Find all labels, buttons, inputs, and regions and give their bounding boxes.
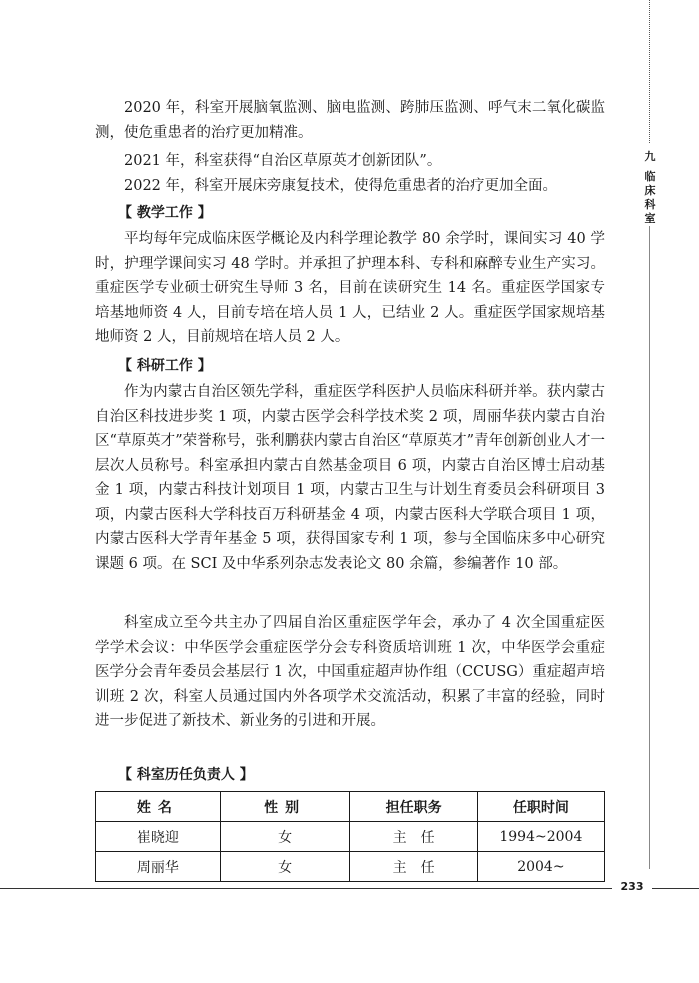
margin-dotted-rule [649,0,650,143]
table-row [96,822,605,852]
cell-gender: 女 [220,822,350,852]
header-name: 姓名 [96,792,221,822]
table-header-row [96,792,605,822]
leaders-table [95,791,605,882]
paragraph-2022: 2022 年，科室开展床旁康复技术，使得危重患者的治疗更加全面。 [124,178,558,194]
header-gender: 性别 [220,792,350,822]
leaders-heading: 【 科室历任负责人 】 [118,767,254,783]
cell-name: 周丽华 [96,852,221,882]
cell-term: 1994~2004 [477,822,604,852]
paragraph-2021: 2021 年，科室获得“自治区草原英才创新团队”。 [124,153,442,169]
cell-gender: 女 [220,852,350,882]
table-row [96,852,605,882]
header-term: 任职时间 [477,792,604,822]
header-position: 担任职务 [350,792,477,822]
cell-position: 主 任 [350,852,477,882]
chapter-number: 九 [644,150,656,163]
research-paragraph-1: 作为内蒙古自治区领先学科，重症医学科医护人员临床科研并举。获内蒙古自治区科技进步奖 1 项，内蒙古医学会科学技术奖 2 项，周丽华获内蒙古自治区“草原英才”荣誉称号，张利鹏获内蒙古自治区“草原英才”青年创新创业人才一层次人员称号。科室承担内蒙古自然基金项目 6 项，内蒙古自治区博士启动基金 1 项，内蒙古科技计划项目 1 项，内蒙古卫生与计划生育委员会科研项目 3 项，内蒙古医科大学科技百万科研基金 4 项，内蒙古医科大学联合项目 1 项，内蒙古医科大学青年基金 5 项，获得国家专利 1 项，参与全国临床多中心研究课题 6 项。在 SCI 及中华系列杂志发表论文 80 余篇，参编著作 10 部。 [95,384,605,572]
footer-rule [0,888,699,889]
chapter-title: 临床科室 [644,170,656,225]
paragraph-2020: 2020 年，科室开展脑氧监测、脑电监测、跨肺压监测、呼气末二氧化碳监测，使危重患者的治疗更加精准。 [95,100,605,141]
research-heading: 【 科研工作 】 [118,358,212,374]
page-number: 233 [612,876,652,898]
margin-rule [649,226,650,869]
teaching-paragraph: 平均每年完成临床医学概论及内科学理论教学 80 余学时，课间实习 40 学时，护理学课间实习 48 学时。并承担了护理本科、专科和麻醉专业生产实习。重症医学专业硕士研究生导师 3 名，目前在读研究生 14 名。重症医学国家专培基地师资 4 人，目前专培在培人员 1 人，已结业 2 人。重症医学国家规培基地师资 2 人，目前规培在培人员 2 人。 [95,231,605,345]
cell-name: 崔晓迎 [96,822,221,852]
teaching-heading: 【 教学工作 】 [118,205,212,221]
chapter-tab [642,150,658,226]
cell-term: 2004~ [477,852,604,882]
research-paragraph-2: 科室成立至今共主办了四届自治区重症医学年会，承办了 4 次全国重症医学学术会议：中华医学会重症医学分会专科资质培训班 1 次，中华医学会重症医学分会青年委员会基层行 1 次，中国重症超声协作组（CCUSG）重症超声培训班 2 次，科室人员通过国内外各项学术交流活动，积累了丰富的经验，同时进一步促进了新技术、新业务的引进和开展。 [95,615,605,729]
cell-position: 主 任 [350,822,477,852]
